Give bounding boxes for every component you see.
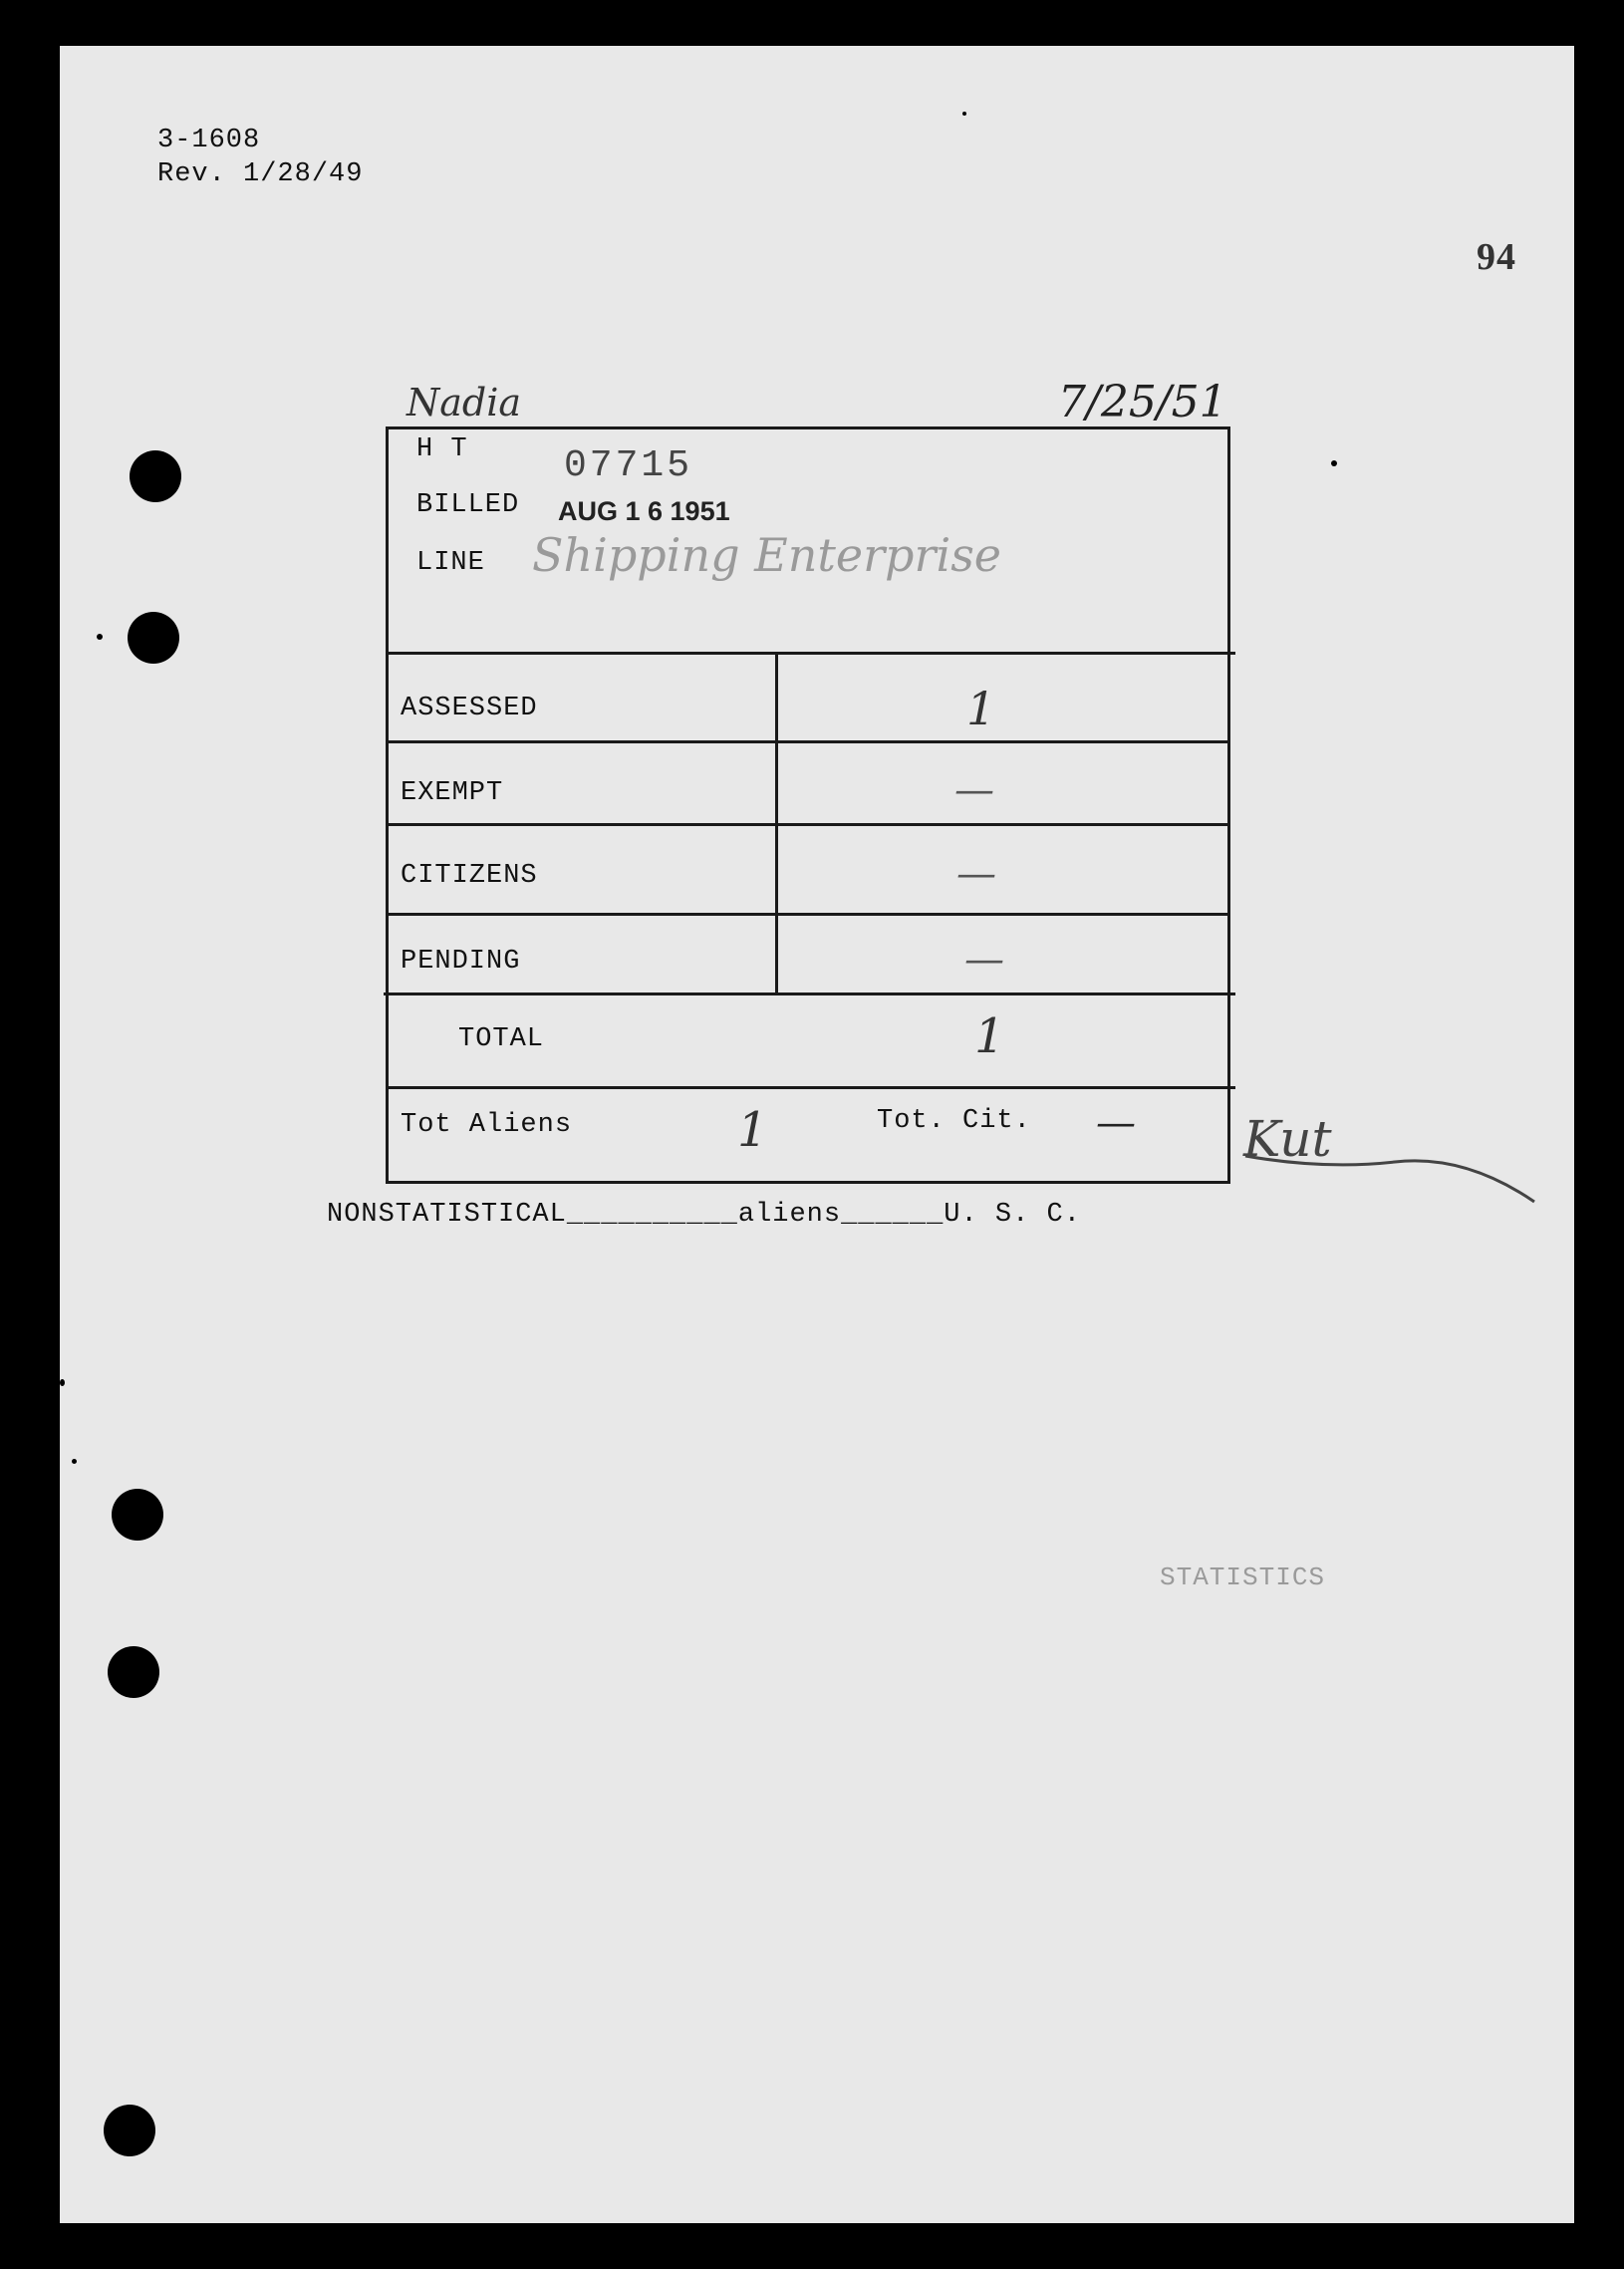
handwritten-initials: Kut bbox=[1243, 1110, 1332, 1168]
punch-hole bbox=[104, 2105, 155, 2156]
page-number: 94 bbox=[1477, 236, 1516, 278]
tot-cit-label: Tot. Cit. bbox=[877, 1106, 1031, 1136]
divider bbox=[386, 652, 1235, 655]
speck bbox=[962, 112, 966, 116]
exempt-value: — bbox=[954, 767, 994, 813]
citizens-value: — bbox=[956, 851, 996, 897]
billed-date-stamp: AUG 1 6 1951 bbox=[558, 496, 730, 526]
column-divider bbox=[775, 655, 778, 993]
divider bbox=[386, 823, 1230, 826]
handwritten-line-name: Shipping Enterprise bbox=[532, 528, 1002, 582]
statistics-stamp: STATISTICS bbox=[1160, 1562, 1326, 1592]
form-number: 3-1608 bbox=[157, 126, 261, 155]
speck bbox=[97, 634, 103, 640]
citizens-label: CITIZENS bbox=[401, 861, 538, 891]
divider bbox=[384, 993, 1235, 995]
exempt-label: EXEMPT bbox=[401, 778, 504, 808]
assessed-value: 1 bbox=[966, 682, 996, 735]
speck bbox=[1331, 460, 1337, 466]
punch-hole bbox=[108, 1646, 159, 1698]
pending-value: — bbox=[964, 937, 1004, 983]
tot-aliens-label: Tot Aliens bbox=[401, 1110, 573, 1140]
punch-hole bbox=[112, 1489, 163, 1541]
pending-label: PENDING bbox=[401, 947, 521, 977]
speck bbox=[72, 1459, 77, 1464]
assessed-label: ASSESSED bbox=[401, 694, 538, 723]
tot-aliens-value: 1 bbox=[737, 1102, 768, 1158]
handwritten-date: 7/25/51 bbox=[1058, 377, 1227, 427]
speck bbox=[60, 1379, 65, 1386]
signature-underline bbox=[1235, 1136, 1544, 1206]
divider bbox=[386, 913, 1230, 916]
ht-label: H T bbox=[416, 434, 468, 464]
revision-date: Rev. 1/28/49 bbox=[157, 159, 364, 189]
punch-hole bbox=[130, 450, 181, 502]
punch-hole bbox=[128, 612, 179, 664]
divider bbox=[386, 1086, 1235, 1089]
handwritten-ship-name: Nadia bbox=[406, 381, 522, 425]
nonstatistical-line: NONSTATISTICAL__________aliens______U. S. C. bbox=[327, 1200, 1081, 1230]
total-value: 1 bbox=[974, 1008, 1005, 1064]
line-label: LINE bbox=[416, 548, 485, 578]
tot-cit-value: — bbox=[1096, 1100, 1136, 1146]
stamp-number: 07715 bbox=[564, 444, 693, 487]
divider bbox=[386, 740, 1230, 743]
total-label: TOTAL bbox=[458, 1024, 545, 1054]
billed-label: BILLED bbox=[416, 490, 520, 520]
